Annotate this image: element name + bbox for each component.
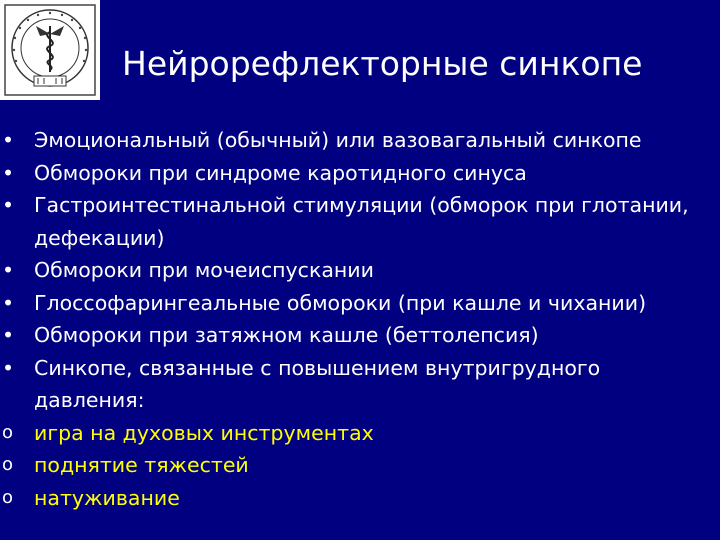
- list-item: [0, 124, 716, 157]
- list-item-text: Обмороки при затяжном кашле (беттолепсия): [34, 323, 539, 347]
- bullet-icon: •: [2, 290, 15, 315]
- sub-list-item: [0, 417, 716, 450]
- list-item-text: Гастроинтестинальной стимуляции (обморок при глотании, дефекации): [34, 193, 689, 250]
- sub-list-item-text: поднятие тяжестей: [34, 453, 249, 477]
- sub-list-item: [0, 449, 716, 482]
- bullet-icon: •: [2, 323, 15, 347]
- bullet-icon: •: [2, 355, 15, 380]
- list-item-text: Обмороки при синдроме каротидного синуса: [34, 160, 527, 185]
- list-item: [0, 352, 716, 417]
- list-item: [0, 157, 716, 190]
- list-item: [0, 287, 716, 320]
- bullet-icon: •: [2, 160, 15, 185]
- circle-bullet-icon: o: [2, 486, 14, 508]
- circle-bullet-icon: o: [2, 454, 14, 475]
- bullet-icon: •: [2, 128, 15, 152]
- list-item-text: Глоссофарингеальные обмороки (при кашле и чихании): [34, 290, 647, 315]
- list-item: [0, 254, 716, 287]
- bullet-icon: •: [2, 258, 15, 282]
- university-seal-icon: [0, 0, 100, 100]
- sub-list-item-text: игра на духовых инструментах: [34, 420, 374, 445]
- circle-bullet-icon: o: [2, 421, 14, 443]
- list-item-text: Обмороки при мочеиспускании: [34, 258, 374, 282]
- bullet-icon: •: [2, 193, 15, 217]
- list-item-text: Эмоциональный (обычный) или вазовагальный синкопе: [34, 128, 642, 152]
- list-item-text: Синкопе, связанные с повышением внутригрудного давления:: [34, 355, 601, 412]
- sub-list-item: [0, 482, 716, 515]
- slide-title: Нейрорефлекторные синкопе: [122, 44, 643, 83]
- list-item: [0, 319, 716, 352]
- list-item: [0, 189, 716, 254]
- bullet-list: [0, 124, 716, 514]
- sub-list-item-text: натуживание: [34, 485, 180, 510]
